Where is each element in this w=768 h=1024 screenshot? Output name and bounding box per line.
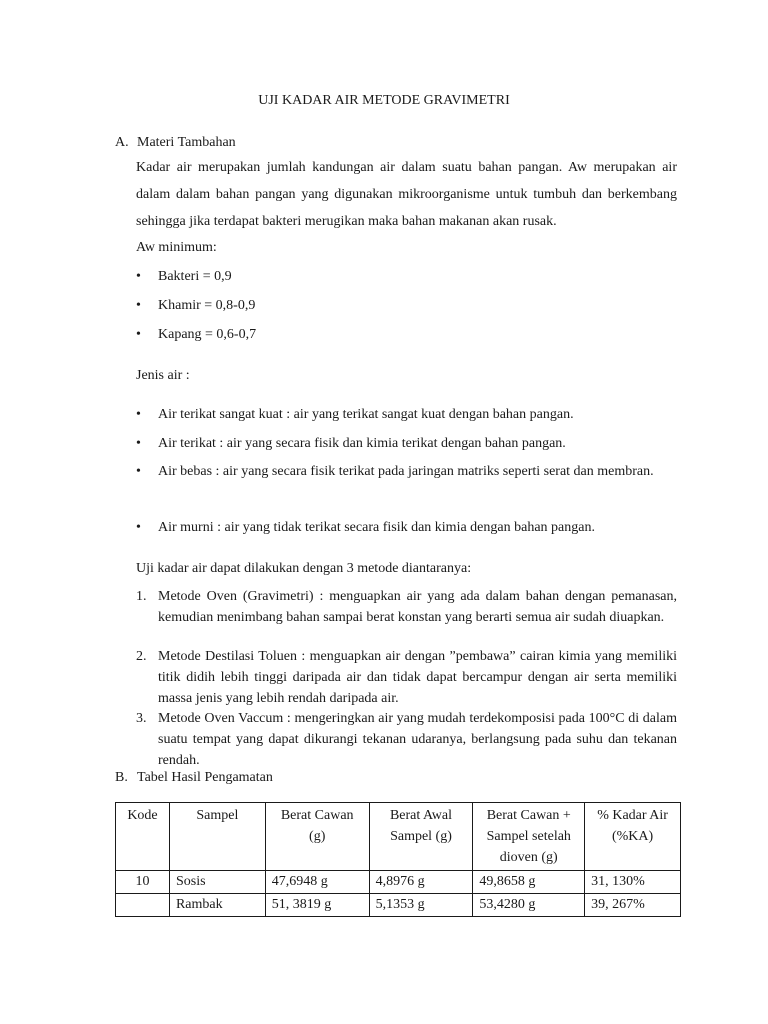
aw-minimum-label: Aw minimum:: [136, 240, 217, 255]
aw-item: • Khamir = 0,8-0,9: [136, 292, 677, 319]
table-header: Berat Cawan + Sampel setelah dioven (g): [473, 803, 585, 871]
document-title: UJI KADAR AIR METODE GRAVIMETRI: [258, 93, 510, 108]
aw-item: • Kapang = 0,6-0,7: [136, 321, 677, 348]
bullet-icon: •: [136, 298, 141, 313]
table-cell: Sosis: [169, 871, 265, 894]
table-cell: [116, 894, 170, 917]
section-a-title: Materi Tambahan: [137, 135, 236, 150]
table-header: Berat Awal Sampel (g): [369, 803, 473, 871]
section-b-heading: [115, 770, 273, 786]
table-cell: 4,8976 g: [369, 871, 473, 894]
table-header: Sampel: [169, 803, 265, 871]
jenis-air-item: • Air bebas : air yang secara fisik terikat pada jaringan matriks seperti serat dan membran.: [136, 458, 677, 485]
bullet-icon: •: [136, 464, 141, 479]
metode-item: 3. Metode Oven Vaccum : mengeringkan air yang mudah terdekomposisi pada 100°C di dalam suatu tempat yang dapat dikurangi tekanan udaranya, berlangsung pada suhu dan tekanan rendah.: [136, 711, 677, 768]
table-cell: 5,1353 g: [369, 894, 473, 917]
metode-item: 2. Metode Destilasi Toluen : menguapkan air dengan ”pembawa” cairan kimia yang memiliki titik didih lebih tinggi daripada air dan tidak dapat bercampur dengan air serta memiliki massa jenis yang lebih rendah daripada air.: [136, 649, 677, 706]
table-cell: 51, 3819 g: [265, 894, 369, 917]
table-cell: 31, 130%: [585, 871, 681, 894]
section-b-title: Tabel Hasil Pengamatan: [137, 770, 273, 785]
intro-paragraph: Kadar air merupakan jumlah kandungan air dalam suatu bahan pangan. Aw merupakan air dalam dalam bahan pangan yang digunakan mikroorganisme untuk tumbuh dan berkembang sehingga jika terdapat bakteri merugikan maka bahan makanan akan rusak.: [136, 160, 677, 229]
table-cell: 53,4280 g: [473, 894, 585, 917]
bullet-icon: •: [136, 327, 141, 342]
section-a-label: A.: [115, 135, 129, 150]
table-row: [116, 871, 681, 894]
table-header-row: [116, 803, 681, 871]
bullet-icon: •: [136, 436, 141, 451]
bullet-icon: •: [136, 520, 141, 535]
table-cell: 49,8658 g: [473, 871, 585, 894]
section-a-heading: [115, 135, 236, 151]
table-cell: 47,6948 g: [265, 871, 369, 894]
jenis-air-item: • Air murni : air yang tidak terikat secara fisik dan kimia dengan bahan pangan.: [136, 514, 677, 541]
table-row: [116, 894, 681, 917]
table-cell: 39, 267%: [585, 894, 681, 917]
metode-item: 1. Metode Oven (Gravimetri) : menguapkan air yang ada dalam bahan dengan pemanasan, kemudian menimbang bahan sampai berat konstan yang berarti semua air sudah diuapkan.: [136, 589, 677, 625]
jenis-air-label: Jenis air :: [136, 368, 190, 383]
table-header: Kode: [116, 803, 170, 871]
table-cell: 10: [116, 871, 170, 894]
jenis-air-item: • Air terikat : air yang secara fisik dan kimia terikat dengan bahan pangan.: [136, 430, 677, 457]
results-table: [115, 802, 681, 917]
table-header: Berat Cawan (g): [265, 803, 369, 871]
bullet-icon: •: [136, 269, 141, 284]
table-cell: Rambak: [169, 894, 265, 917]
jenis-air-item: • Air terikat sangat kuat : air yang terikat sangat kuat dengan bahan pangan.: [136, 401, 677, 428]
metode-label: Uji kadar air dapat dilakukan dengan 3 metode diantaranya:: [136, 561, 472, 576]
bullet-icon: •: [136, 407, 141, 422]
table-header: % Kadar Air (%KA): [585, 803, 681, 871]
section-b-label: B.: [115, 770, 128, 785]
aw-item: • Bakteri = 0,9: [136, 263, 677, 290]
